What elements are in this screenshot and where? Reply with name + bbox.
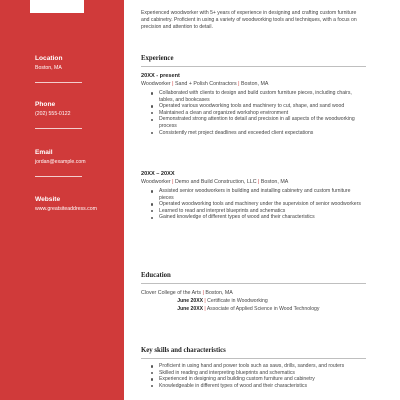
website-label: Website xyxy=(35,196,61,203)
job-bullets xyxy=(141,90,366,136)
list-item: Gained knowledge of different types of wood and their characteristics xyxy=(141,214,366,221)
divider xyxy=(35,128,82,129)
divider xyxy=(35,82,82,83)
education-date: June 20XX xyxy=(177,298,203,304)
job-1 xyxy=(141,73,366,136)
skills-rule xyxy=(141,358,366,359)
job-location: Boston, MA xyxy=(260,179,289,185)
profile-photo-placeholder xyxy=(30,0,84,13)
sidebar xyxy=(0,0,124,400)
skills-heading: Key skills and characteristics xyxy=(141,347,226,354)
list-item: Consistently met project deadlines and exceeded client expectations xyxy=(141,130,366,137)
education-date: June 20XX xyxy=(177,306,203,312)
job-title: Woodworker xyxy=(141,179,171,185)
experience-heading: Experience xyxy=(141,55,174,62)
list-item: Operated various woodworking tools and machinery to cut, shape, and sand wood xyxy=(141,103,366,110)
list-item: Learned to read and interpret blueprints and schematics xyxy=(141,208,366,215)
job-bullets xyxy=(141,188,366,221)
list-item: Knowledgeable in different types of wood and their characteristics xyxy=(141,383,366,390)
list-item: Collaborated with clients to design and build custom furniture pieces, including chairs, tables, and bookcases xyxy=(141,90,366,103)
skills-list xyxy=(141,363,366,389)
location-value: Boston, MA xyxy=(35,65,62,71)
job-title: Woodworker xyxy=(141,81,171,87)
job-company: Demo and Build Construction, LLC xyxy=(174,179,257,185)
divider xyxy=(35,176,82,177)
job-company: Sand + Polish Contractors xyxy=(174,81,237,87)
website-value[interactable]: www.greatsiteaddress.com xyxy=(35,206,97,212)
separator: | xyxy=(258,179,261,185)
list-item: Operated woodworking tools and machinery under the supervision of senior woodworkers xyxy=(141,201,366,208)
website-section xyxy=(35,196,107,212)
education-item xyxy=(141,306,366,312)
location-label: Location xyxy=(35,55,63,62)
phone-section xyxy=(35,101,107,129)
school-line xyxy=(141,290,366,296)
job-title-line xyxy=(141,179,366,185)
education-credential: Certificate in Woodworking xyxy=(207,298,268,304)
job-dates: 20XX – 20XX xyxy=(141,171,175,177)
separator: | xyxy=(202,290,206,296)
email-value[interactable]: jordan@example.com xyxy=(35,159,86,165)
list-item: Skilled in reading and interpreting blueprints and schematics xyxy=(141,370,366,377)
education-block xyxy=(141,290,366,312)
school-name: Clover College of the Arts xyxy=(141,290,202,296)
education-rule xyxy=(141,283,366,284)
separator: | xyxy=(172,81,175,87)
email-section xyxy=(35,149,107,177)
job-title-line xyxy=(141,81,366,87)
job-dates: 20XX - present xyxy=(141,73,180,79)
list-item: Assisted senior woodworkers in building and installing cabinetry and custom furniture pieces xyxy=(141,188,366,201)
list-item: Proficient in using hand and power tools such as saws, drills, sanders, and routers xyxy=(141,363,366,370)
job-2 xyxy=(141,171,366,221)
list-item: Experienced in designing and building custom furniture and cabinetry xyxy=(141,376,366,383)
separator: | xyxy=(172,179,175,185)
list-item: Demonstrated strong attention to detail and precision in all aspects of the woodworking process xyxy=(141,116,366,129)
education-heading: Education xyxy=(141,272,171,279)
school-location: Boston, MA xyxy=(205,290,233,296)
list-item: Maintained a clean and organized workshop environment xyxy=(141,110,366,117)
experience-rule xyxy=(141,66,366,67)
separator: | xyxy=(238,81,242,87)
education-item xyxy=(141,298,366,304)
summary: Experienced woodworker with 5+ years of experience in designing and crafting custom furniture and cabinetry. Proficient in using a variety of woodworking tools and techniques, with a focus on precision and attention to detail. xyxy=(141,10,357,30)
location-section xyxy=(35,55,107,83)
separator: | xyxy=(204,306,207,312)
education-credential: Associate of Applied Science in Wood Technology xyxy=(206,306,320,312)
separator: | xyxy=(204,298,208,304)
phone-value: (202) 555-0122 xyxy=(35,111,71,117)
email-label: Email xyxy=(35,149,53,156)
job-location: Boston, MA xyxy=(241,81,269,87)
phone-label: Phone xyxy=(35,101,56,108)
